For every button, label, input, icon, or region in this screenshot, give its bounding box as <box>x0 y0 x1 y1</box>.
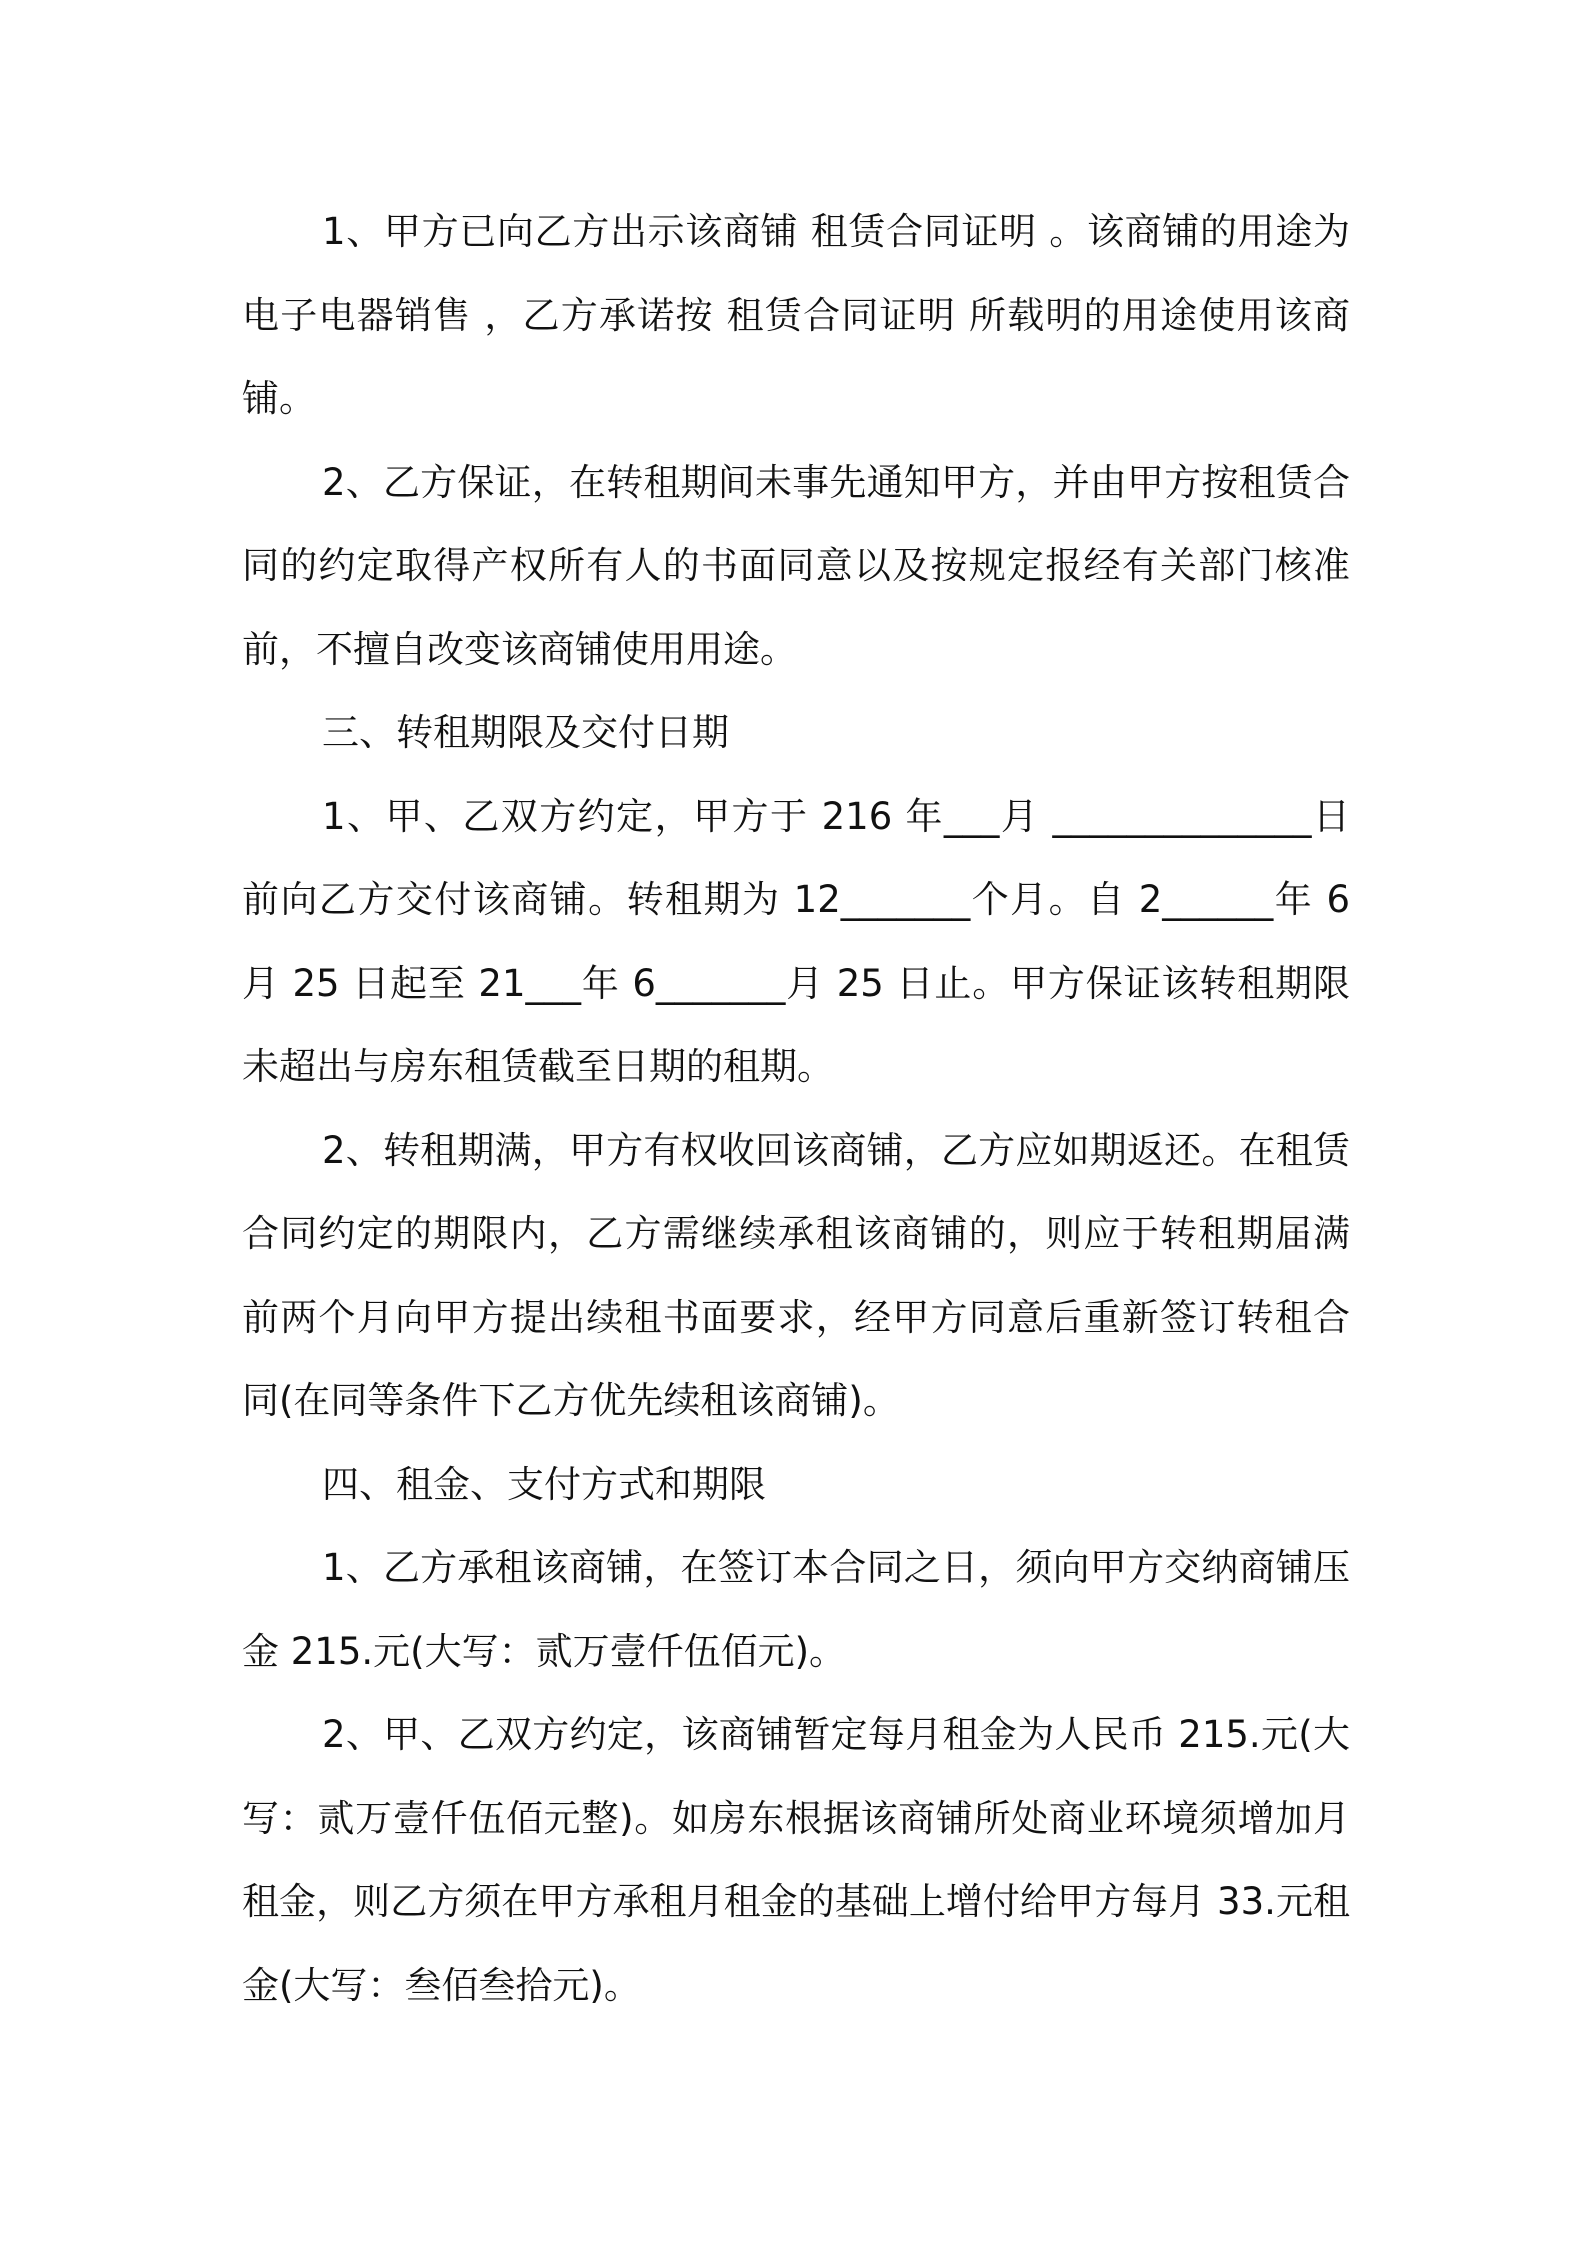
clause-deposit: 1、乙方承租该商铺，在签订本合同之日，须向甲方交纳商铺压金 215.元(大写：贰万壹仟伍佰元)。 <box>242 1546 1350 1673</box>
document-page <box>242 190 1350 2027</box>
clause-monthly-rent: 2、甲、乙双方约定，该商铺暂定每月租金为人民币 215.元(大写：贰万壹仟伍佰元整)。如房东根据该商铺所处商业环境须增加月租金，则乙方须在甲方承租月租金的基础上增付给甲方每月 33.元租金(大写：叁佰叁拾元)。 <box>242 1713 1350 2007</box>
clause-2-no-change-of-use: 2、乙方保证，在转租期间未事先通知甲方，并由甲方按租赁合同的约定取得产权所有人的书面同意以及按规定报经有关部门核准前，不擅自改变该商铺使用用途。 <box>242 460 1350 671</box>
clause-term-dates: 1、甲、乙双方约定，甲方于 216 年___月 ______________日前向乙方交付该商铺。转租期为 12_______个月。自 2______年 6 月 25 日起至 21___年 6_______月 25 日止。甲方保证该转租期限未超出与房东租赁截至日期的租期。 <box>242 794 1350 1088</box>
clause-1-usage: 1、甲方已向乙方出示该商铺 租赁合同证明 。该商铺的用途为 电子电器销售 ，乙方承诺按 租赁合同证明 所载明的用途使用该商铺。 <box>242 210 1350 420</box>
clause-term-expiry: 2、转租期满，甲方有权收回该商铺，乙方应如期返还。在租赁合同约定的期限内，乙方需继续承租该商铺的，则应于转租期届满前两个月向甲方提出续租书面要求，经甲方同意后重新签订转租合同(在同等条件下乙方优先续租该商铺)。 <box>242 1128 1350 1422</box>
section-heading-term: 三、转租期限及交付日期 <box>322 711 729 754</box>
section-heading-rent: 四、租金、支付方式和期限 <box>322 1462 766 1506</box>
